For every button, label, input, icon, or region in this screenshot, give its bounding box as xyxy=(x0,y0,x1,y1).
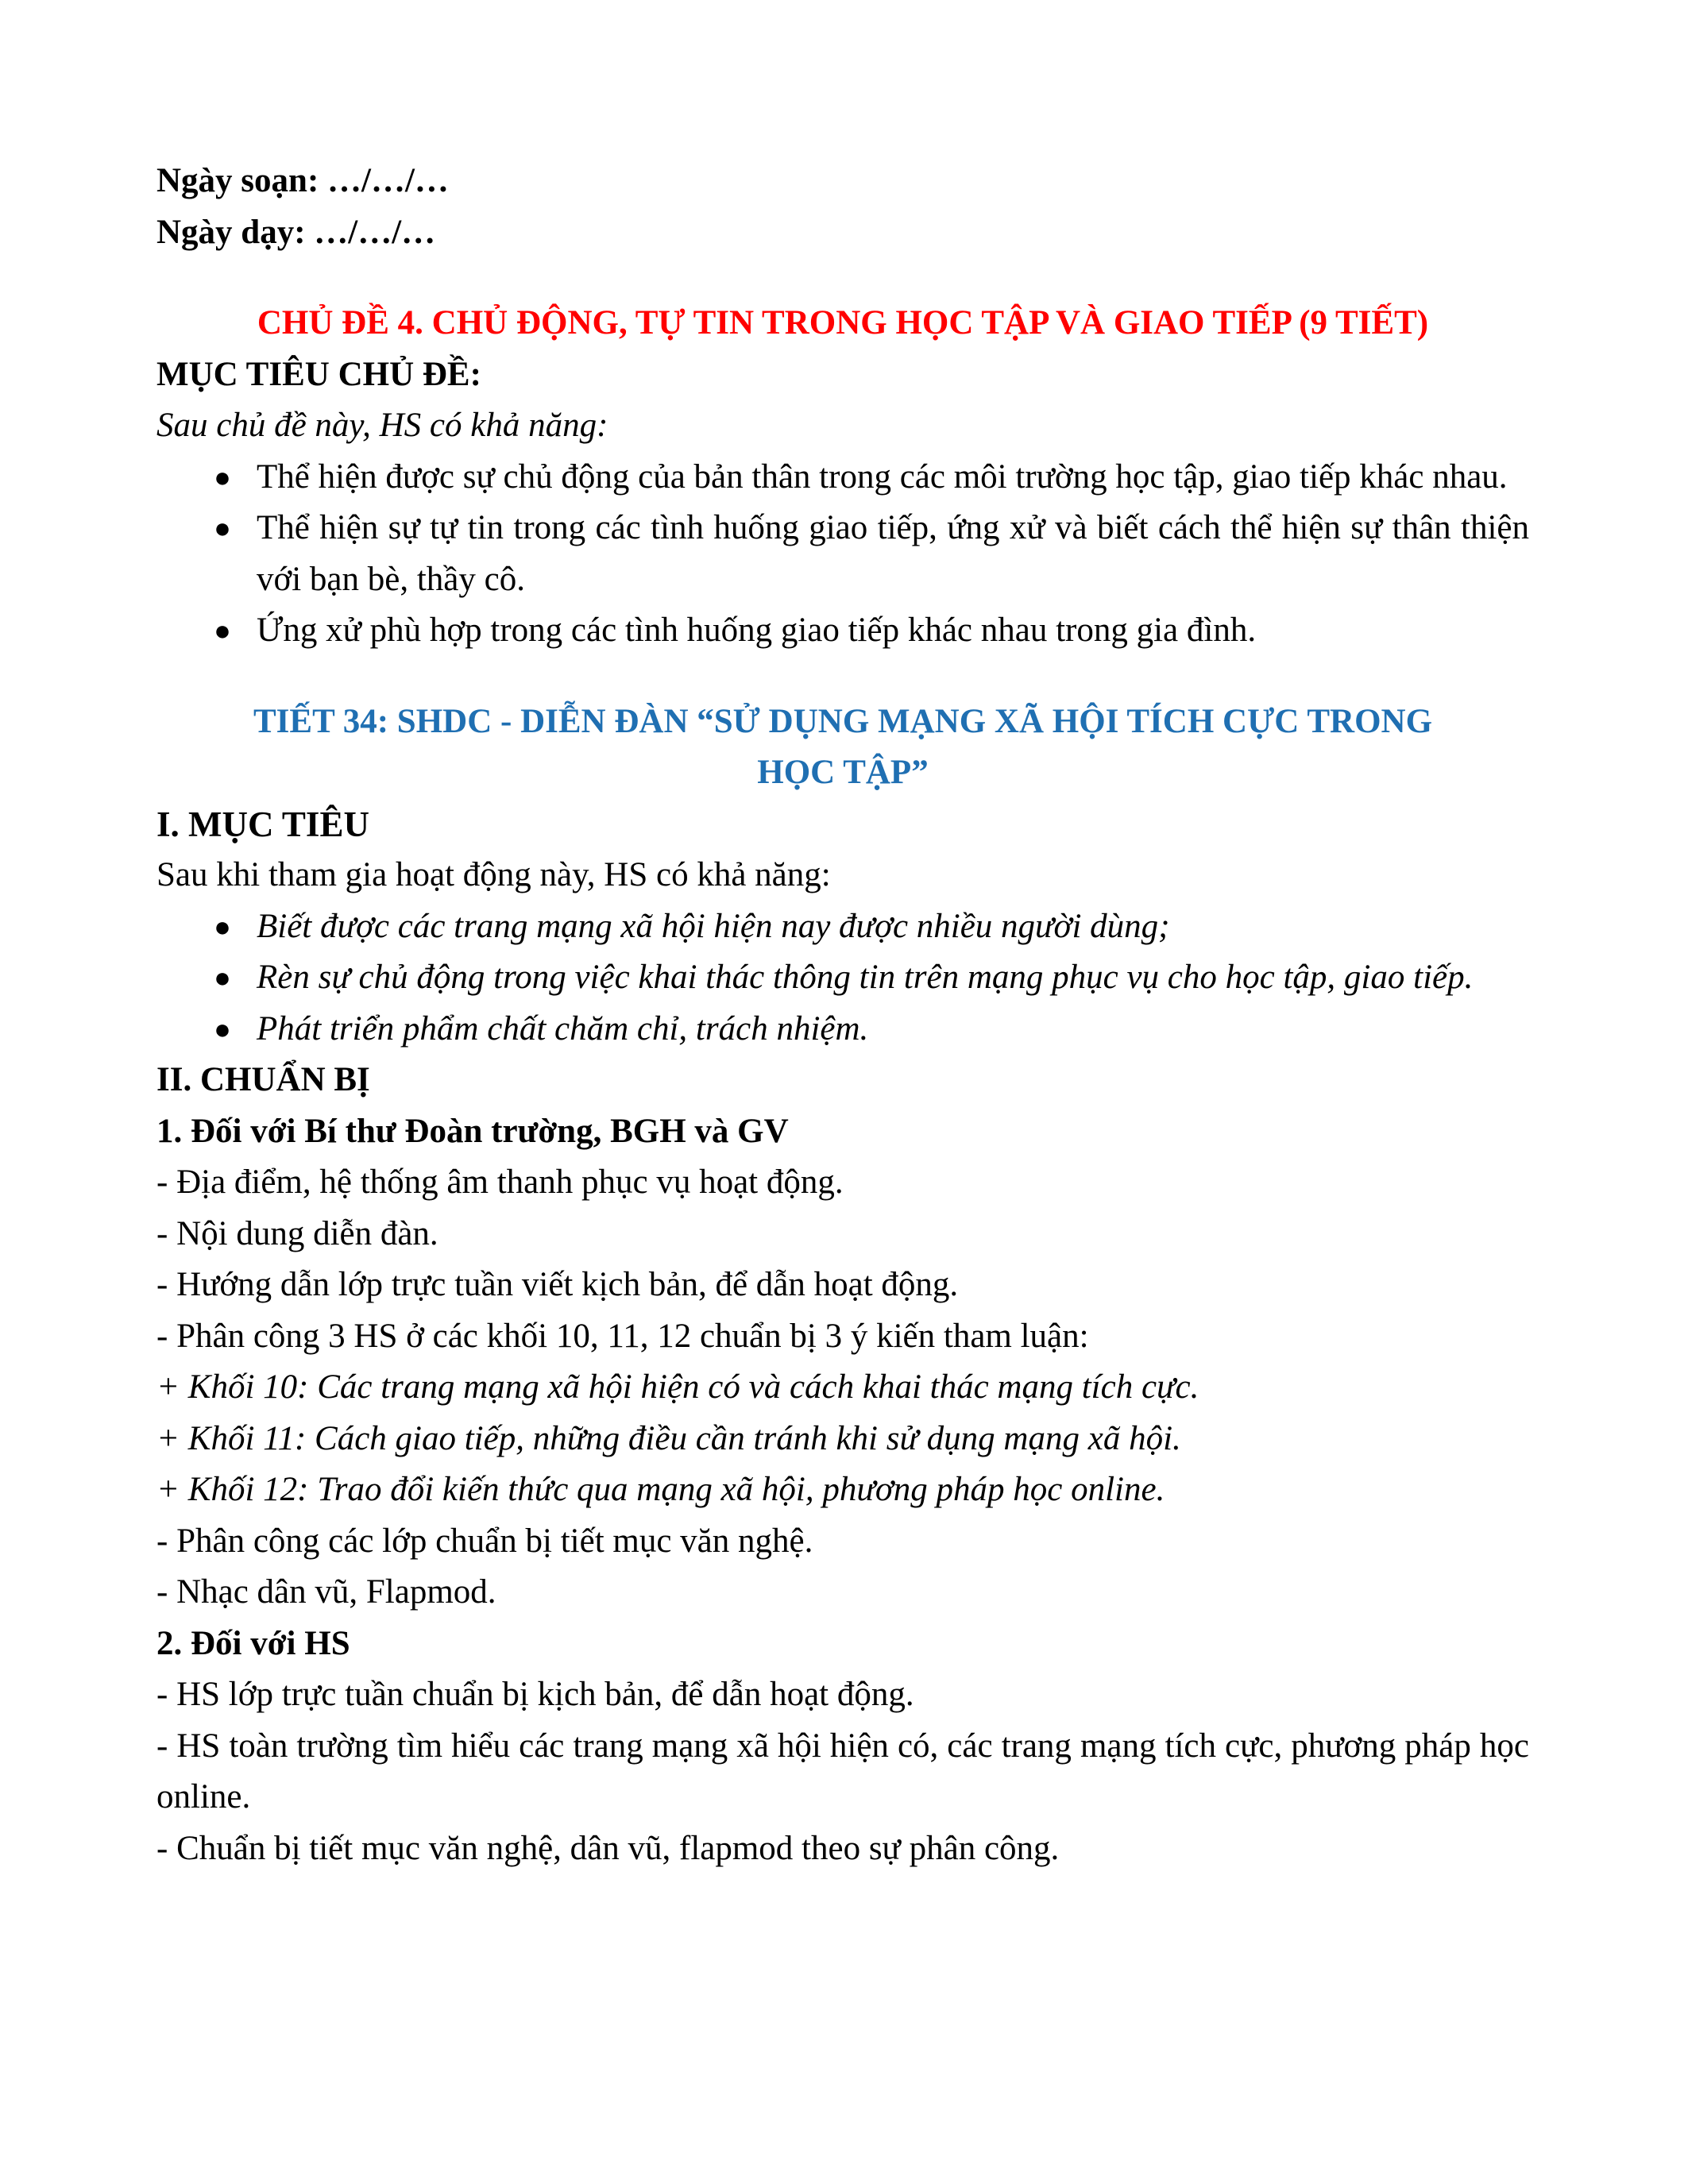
topic-intro: Sau chủ đề này, HS có khả năng: xyxy=(156,407,608,444)
bullet-icon: ● xyxy=(214,962,231,994)
list-item xyxy=(156,452,1529,504)
topic-objectives-list xyxy=(156,452,1529,657)
grade-line: + Khối 10: Các trang mạng xã hội hiện có và cách khai thác mạng tích cực. xyxy=(156,1368,1199,1406)
bullet-icon: ● xyxy=(214,461,231,493)
section-objectives-intro: Sau khi tham gia hoạt động này, HS có khả năng: xyxy=(156,856,831,893)
staff-line: - Phân công các lớp chuẩn bị tiết mục văn nghệ. xyxy=(156,1522,813,1560)
list-item-text: Phát triển phẩm chất chăm chỉ, trách nhiệm. xyxy=(257,1009,869,1048)
bullet-icon: ● xyxy=(214,910,231,943)
list-item xyxy=(156,901,1529,953)
bullet-icon: ● xyxy=(214,1013,231,1045)
bullet-icon: ● xyxy=(214,512,231,544)
list-item xyxy=(156,605,1529,657)
sub-heading-students: 2. Đối với HS xyxy=(156,1624,350,1662)
student-line: - HS lớp trực tuần chuẩn bị kịch bản, để dẫn hoạt động. xyxy=(156,1676,914,1713)
section-objectives-heading: I. MỤC TIÊU xyxy=(156,804,369,844)
list-item-text: Thể hiện sự tự tin trong các tình huống giao tiếp, ứng xử và biết cách thể hiện sự thân thiện với bạn bè, thầy cô. xyxy=(257,509,1529,598)
topic-title: CHỦ ĐỀ 4. CHỦ ĐỘNG, TỰ TIN TRONG HỌC TẬP VÀ GIAO TIẾP (9 TIẾT) xyxy=(257,304,1429,341)
list-item xyxy=(156,1004,1529,1055)
document-page xyxy=(156,156,1529,1874)
list-item-text: Rèn sự chủ động trong việc khai thác thông tin trên mạng phục vụ cho học tập, giao tiếp. xyxy=(257,959,1474,996)
staff-line: - Phân công 3 HS ở các khối 10, 11, 12 chuẩn bị 3 ý kiến tham luận: xyxy=(156,1317,1089,1355)
staff-line: - Hướng dẫn lớp trực tuần viết kịch bản, để dẫn hoạt động. xyxy=(156,1266,959,1303)
staff-line: - Nội dung diễn đàn. xyxy=(156,1214,438,1252)
section-preparation-heading: II. CHUẨN BỊ xyxy=(156,1061,370,1098)
list-item-text: Ứng xử phù hợp trong các tình huống giao tiếp khác nhau trong gia đình. xyxy=(257,612,1257,649)
grade-line: + Khối 12: Trao đổi kiến thức qua mạng xã hội, phương pháp học online. xyxy=(156,1471,1165,1508)
lesson-title-line1: TIẾT 34: SHDC - DIỄN ĐÀN “SỬ DỤNG MẠNG XÃ HỘI TÍCH CỰC TRONG xyxy=(253,702,1433,740)
staff-line: - Địa điểm, hệ thống âm thanh phục vụ hoạt động. xyxy=(156,1163,844,1201)
list-item-text: Thể hiện được sự chủ động của bản thân trong các môi trường học tập, giao tiếp khác nhau. xyxy=(257,457,1508,496)
student-line: - Chuẩn bị tiết mục văn nghệ, dân vũ, flapmod theo sự phân công. xyxy=(156,1829,1060,1867)
list-item xyxy=(156,503,1529,605)
staff-line: - Nhạc dân vũ, Flapmod. xyxy=(156,1573,496,1611)
sub-heading-staff: 1. Đối với Bí thư Đoàn trường, BGH và GV xyxy=(156,1112,789,1150)
date-taught: Ngày dạy: …/…/… xyxy=(156,213,436,251)
list-item xyxy=(156,952,1529,1004)
lesson-title-line2: HỌC TẬP” xyxy=(757,754,929,791)
date-prepared: Ngày soạn: …/…/… xyxy=(156,162,449,199)
topic-objectives-heading: MỤC TIÊU CHỦ ĐỀ: xyxy=(156,355,481,393)
student-line: - HS toàn trường tìm hiểu các trang mạng xã hội hiện có, các trang mạng tích cực, phương pháp học online. xyxy=(156,1727,1529,1815)
list-item-text: Biết được các trang mạng xã hội hiện nay được nhiều người dùng; xyxy=(257,907,1170,945)
bullet-icon: ● xyxy=(214,615,231,646)
grade-line: + Khối 11: Cách giao tiếp, những điều cần tránh khi sử dụng mạng xã hội. xyxy=(156,1419,1181,1457)
section-objectives-list xyxy=(156,901,1529,1055)
